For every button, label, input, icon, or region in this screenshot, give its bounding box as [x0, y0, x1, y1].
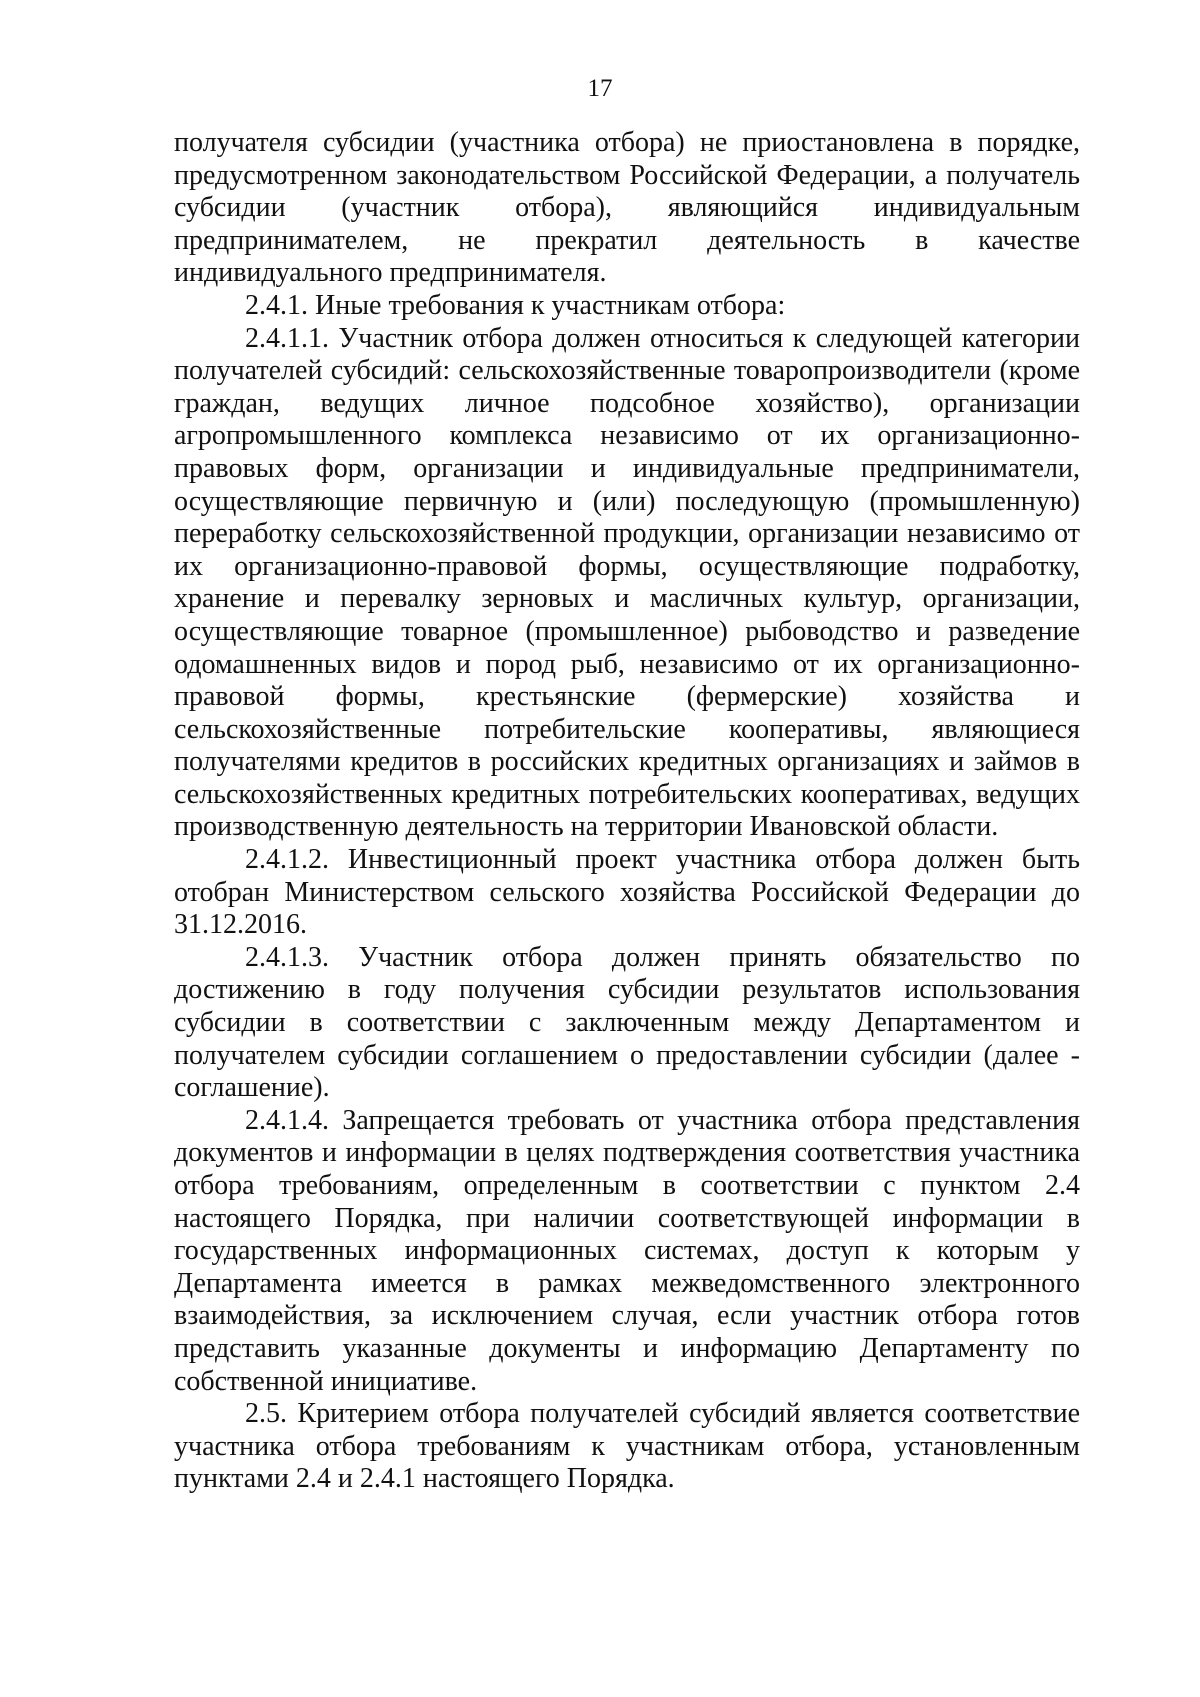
page-number: 17 [587, 75, 613, 102]
paragraph-2-5: 2.5. Критерием отбора получателей субсидий является соответствие участника отбора требованиям к участникам отбора, установленным пунктами 2.4 и 2.4.1 настоящего Порядка. [174, 1398, 1080, 1495]
paragraph-2-4-1-3: 2.4.1.3. Участник отбора должен принять обязательство по достижению в году получения субсидии результатов использования субсидии в соответствии с заключенным между Департаментом и получателем субсидии соглашением о предоставлении субсидии (далее - соглашение). [174, 941, 1080, 1104]
paragraph-2-4-1-4: 2.4.1.4. Запрещается требовать от участника отбора представления документов и информации в целях подтверждения соответствия участника отбора требованиям, определенным в соответствии с пунктом 2.4 настоящего Порядка, при наличии соответствующей информации в государственных информационных системах, доступ к которым у Департамента имеется в рамках межведомственного электронного взаимодействия, за исключением случая, если участник отбора готов представить указанные документы и информацию Департаменту по собственной инициативе. [174, 1104, 1080, 1397]
paragraph-2-4-1-2: 2.4.1.2. Инвестиционный проект участника отбора должен быть отобран Министерством сельского хозяйства Российской Федерации до 31.12.2016. [174, 844, 1080, 941]
document-body [174, 127, 1080, 1496]
paragraph-2-4-1-1: 2.4.1.1. Участник отбора должен относиться к следующей категории получателей субсидий: сельскохозяйственные товаропроизводители (кроме граждан, ведущих личное подсобное хозяйство), организации агропромышленного комплекса независимо от их организационно-правовых форм, организации и индивидуальные предприниматели, осуществляющие первичную и (или) последующую (промышленную) переработку сельскохозяйственной продукции, организации независимо от их организационно-правовой формы, осуществляющие подработку, хранение и перевалку зерновых и масличных культур, организации, осуществляющие товарное (промышленное) рыбоводство и разведение одомашненных видов и пород рыб, независимо от их организационно-правовой формы, крестьянские (фермерские) хозяйства и сельскохозяйственные потребительские кооперативы, являющиеся получателями кредитов в российских кредитных организациях и займов в сельскохозяйственных кредитных потребительских кооперативах, ведущих производственную деятельность на территории Ивановской области. [174, 322, 1080, 843]
paragraph-2-4-1: 2.4.1. Иные требования к участникам отбора: [245, 289, 786, 321]
paragraph-continuation: получателя субсидии (участника отбора) не приостановлена в порядке, предусмотренном законодательством Российской Федерации, а получатель субсидии (участник отбора), являющийся индивидуальным предпринимателем, не прекратил деятельность в качестве индивидуального предпринимателя. [174, 127, 1080, 289]
